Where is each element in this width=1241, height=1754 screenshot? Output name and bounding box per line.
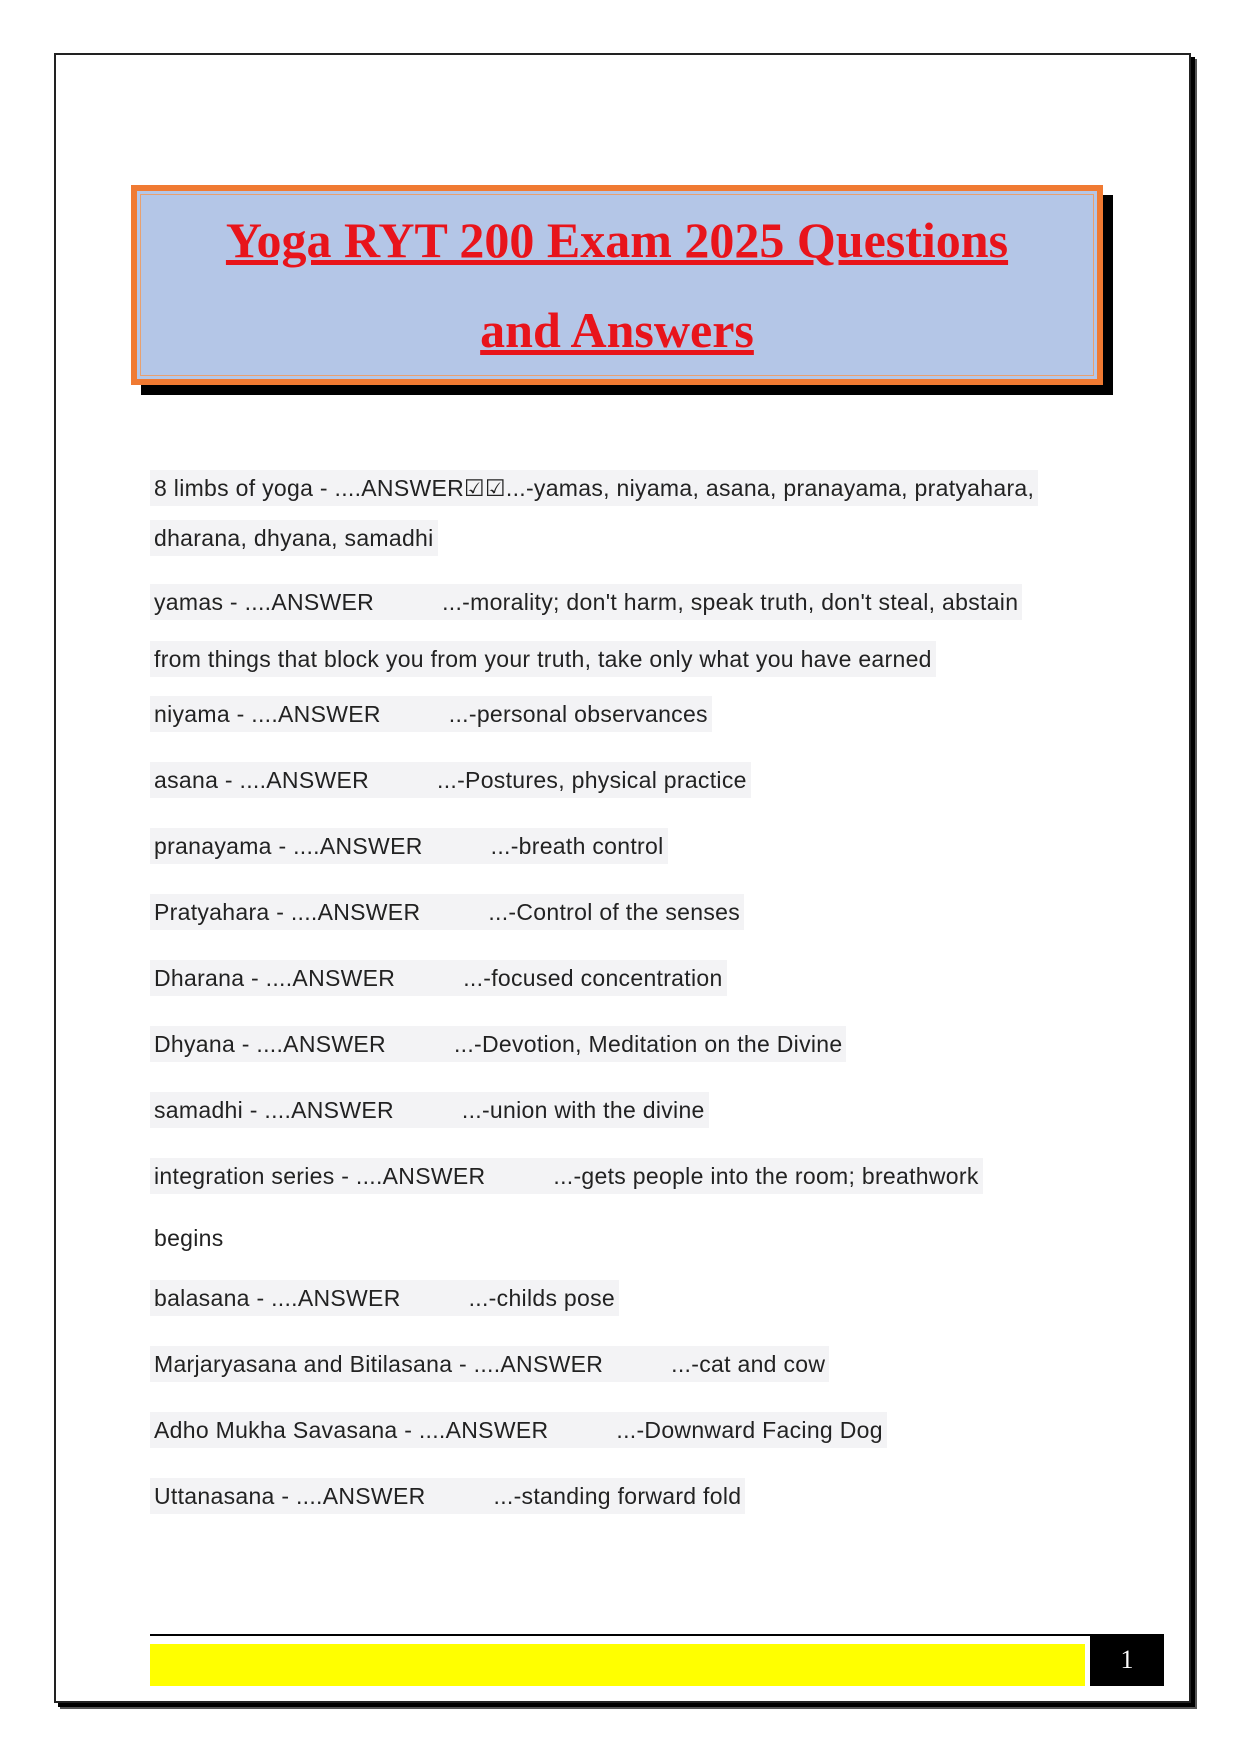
qa-entry: [150, 1158, 1100, 1280]
qa-answer: ...-childs pose: [468, 1285, 616, 1311]
qa-term: Marjaryasana and Bitilasana - ....ANSWER: [154, 1351, 604, 1377]
qa-entry: [150, 470, 1100, 570]
qa-entry: [150, 762, 1100, 828]
qa-line: [150, 1280, 619, 1316]
qa-term: balasana - ....ANSWER: [154, 1285, 401, 1311]
qa-term: Adho Mukha Savasana - ....ANSWER: [154, 1417, 549, 1443]
qa-line: [150, 1346, 829, 1382]
qa-line: [150, 1026, 846, 1062]
qa-entry: [150, 584, 1100, 696]
qa-term: samadhi - ....ANSWER: [154, 1097, 394, 1123]
qa-answer: ...-Downward Facing Dog: [616, 1417, 883, 1443]
qa-line: [150, 894, 744, 930]
qa-line: [150, 1478, 745, 1514]
qa-line: [150, 696, 712, 732]
qa-line: [150, 1158, 983, 1194]
qa-term: niyama - ....ANSWER: [154, 701, 381, 727]
qa-answer: ...-gets people into the room; breathwork: [553, 1163, 979, 1189]
qa-entry: [150, 1478, 1100, 1544]
qa-entry: [150, 960, 1100, 1026]
qa-term: Pratyahara - ....ANSWER: [154, 899, 421, 925]
qa-answer: ...-cat and cow: [671, 1351, 826, 1377]
qa-term: Dharana - ....ANSWER: [154, 965, 396, 991]
title-line-2: and Answers: [480, 302, 754, 358]
qa-term: yamas - ....ANSWER: [154, 589, 375, 615]
qa-answer: ...-standing forward fold: [493, 1483, 742, 1509]
qa-term: Dhyana - ....ANSWER: [154, 1031, 386, 1057]
qa-answer: ...-focused concentration: [463, 965, 723, 991]
qa-entry: [150, 1026, 1100, 1092]
qa-line: [150, 762, 751, 798]
qa-answer: ...-morality; don't harm, speak truth, don't steal, abstain: [442, 589, 1019, 615]
title-box: [131, 185, 1103, 385]
qa-line: [150, 584, 1022, 620]
qa-term: pranayama - ....ANSWER: [154, 833, 423, 859]
qa-answer: ...-personal observances: [448, 701, 708, 727]
qa-answer: ...-Postures, physical practice: [437, 767, 747, 793]
qa-content: [150, 470, 1100, 1544]
qa-entry: [150, 1346, 1100, 1412]
qa-line: [150, 828, 668, 864]
qa-line: [150, 1092, 709, 1128]
qa-entry: [150, 828, 1100, 894]
qa-continuation: dharana, dhyana, samadhi: [150, 520, 438, 556]
qa-entry: [150, 696, 1100, 762]
qa-term: asana - ....ANSWER: [154, 767, 370, 793]
qa-entry: [150, 894, 1100, 960]
footer-rule: [150, 1634, 1092, 1636]
page-number: 1: [1090, 1634, 1164, 1686]
qa-line: [150, 960, 727, 996]
qa-line: 8 limbs of yoga - ....ANSWER☑☑...-yamas, niyama, asana, pranayama, pratyahara,: [150, 470, 1038, 506]
qa-continuation: begins: [154, 1225, 224, 1251]
qa-entry: [150, 1092, 1100, 1158]
footer-bar: [150, 1644, 1085, 1686]
qa-answer: ...-Devotion, Meditation on the Divine: [453, 1031, 843, 1057]
qa-answer: ...-union with the divine: [461, 1097, 705, 1123]
qa-continuation: from things that block you from your truth, take only what you have earned: [150, 641, 936, 677]
qa-entry: [150, 1412, 1100, 1478]
qa-answer: ...-Control of the senses: [488, 899, 741, 925]
qa-line: [150, 1412, 887, 1448]
qa-term: Uttanasana - ....ANSWER: [154, 1483, 426, 1509]
qa-answer: ...-breath control: [490, 833, 664, 859]
title-line-1: Yoga RYT 200 Exam 2025 Questions: [225, 212, 1009, 268]
qa-term: integration series - ....ANSWER: [154, 1163, 486, 1189]
qa-entry: [150, 1280, 1100, 1346]
